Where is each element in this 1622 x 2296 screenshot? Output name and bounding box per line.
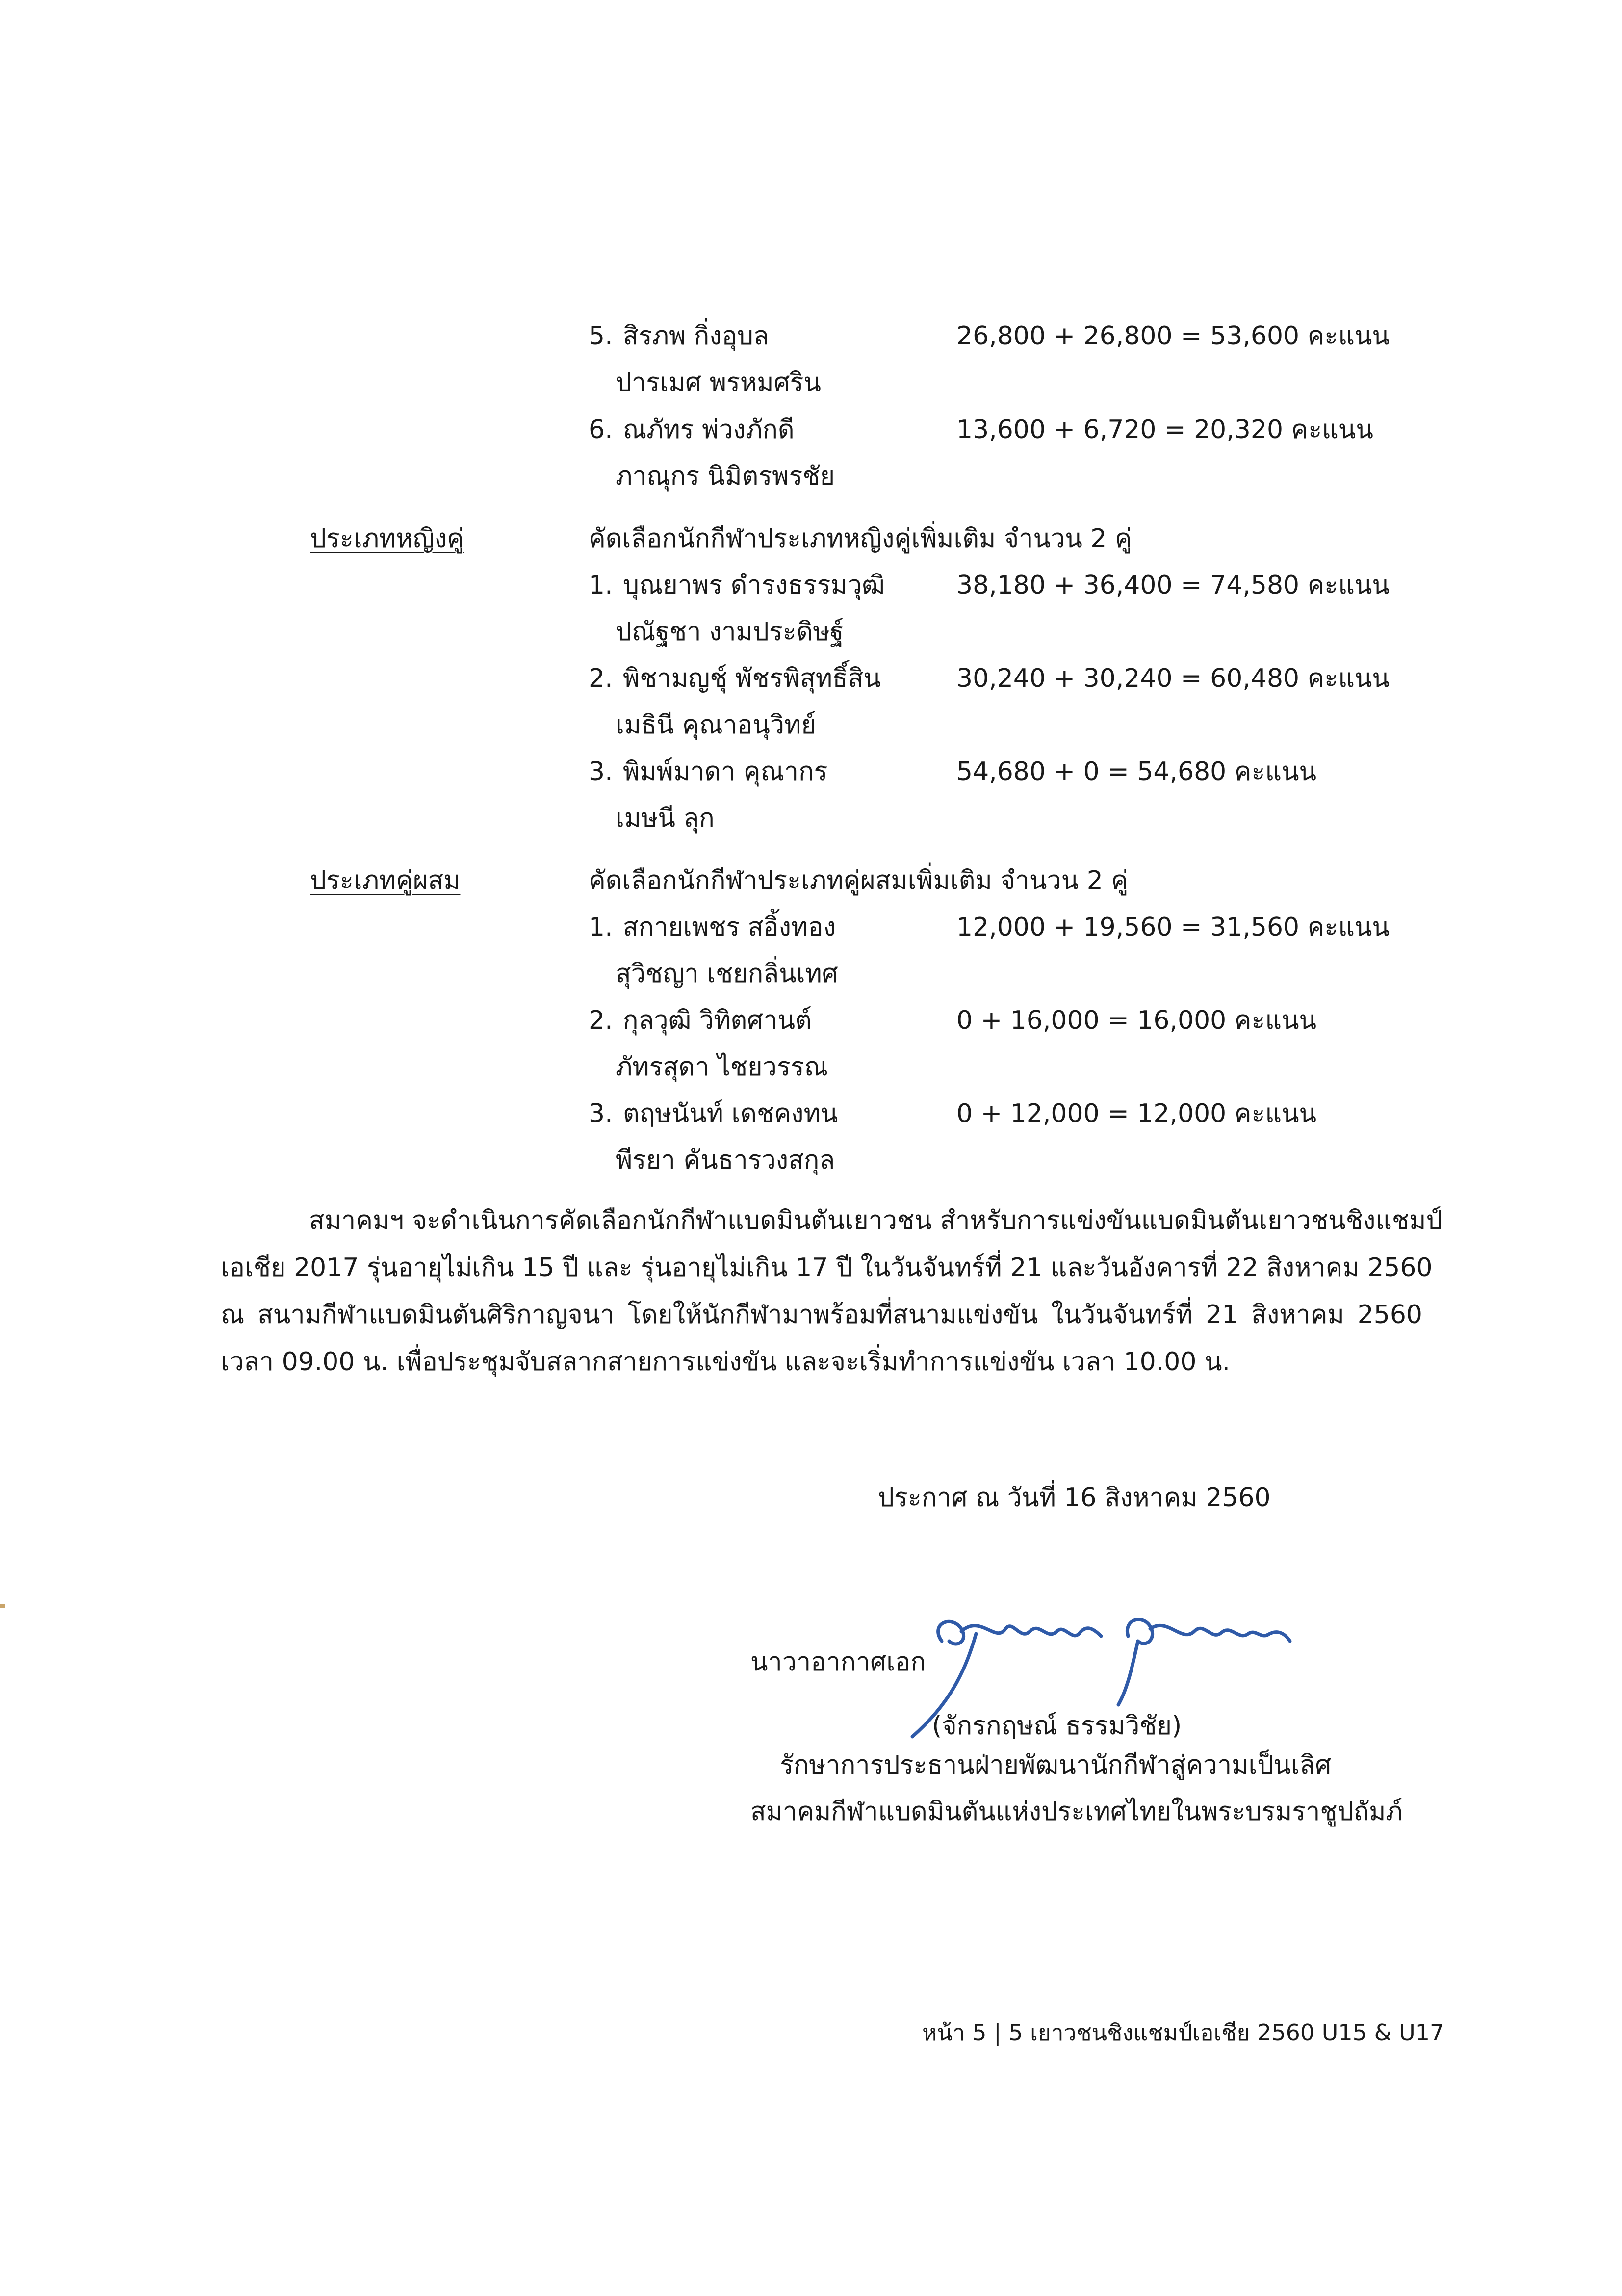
section-intro: คัดเลือกนักกีฬาประเภทหญิงคู่เพิ่มเติม จำนวน 2 คู่ [589,524,1132,553]
announcement-paragraph [221,1197,1442,1385]
entry-number: 6. [589,415,613,444]
entry-number: 3. [589,1099,613,1128]
announcement-date: ประกาศ ณ วันที่ 16 สิงหาคม 2560 [878,1483,1271,1513]
entry-number: 3. [589,757,613,786]
entry-player-1: ณภัทร พ่วงภักดี [623,415,795,444]
entry-player-2: ภาณุกร นิมิตรพรชัย [616,462,835,491]
entry-score: 0 + 16,000 = 16,000 คะแนน [956,1006,1317,1035]
entry-number: 2. [589,664,613,693]
entry-number: 1. [589,913,613,942]
entry-number: 1. [589,571,613,600]
section-intro: คัดเลือกนักกีฬาประเภทคู่ผสมเพิ่มเติม จำนวน 2 คู่ [589,866,1129,895]
paragraph-line: เวลา 09.00 น. เพื่อประชุมจับสลากสายการแข่งขัน และจะเริ่มทำการแข่งขัน เวลา 10.00 น. [221,1347,1231,1377]
entry-player-2: ปณัฐชา งามประดิษฐ์ [616,617,844,647]
paragraph-line: เอเชีย 2017 รุ่นอายุไม่เกิน 15 ปี และ รุ่นอายุไม่เกิน 17 ปี ในวันจันทร์ที่ 21 และวันอังคารที่ 22 สิงหาคม 2560 [221,1253,1433,1282]
entry-number: 2. [589,1006,613,1035]
entry-score: 30,240 + 30,240 = 60,480 คะแนน [956,664,1390,693]
entry-player-2: ปารเมศ พรหมศริน [616,368,821,397]
signatory-rank: นาวาอากาศเอก [750,1647,926,1677]
scan-speck [0,1604,5,1608]
entry-score: 13,600 + 6,720 = 20,320 คะแนน [956,415,1373,444]
entry-player-2: ภัทรสุดา ไชยวรรณ [616,1052,828,1082]
entry-player-2: พีรยา คันธารวงสกุล [616,1146,835,1175]
entry-player-1: กุลวุฒิ วิทิตศานต์ [623,1006,812,1035]
page-footer: หน้า 5 | 5 เยาวชนชิงแชมป์เอเชีย 2560 U15 & U17 [922,2019,1444,2046]
organization-name: สมาคมกีฬาแบดมินตันแห่งประเทศไทยในพระบรมราชูปถัมภ์ [750,1797,1403,1826]
entry-player-1: สิรภพ กิ่งอุบล [623,321,769,351]
entry-player-2: เมธินี คุณาอนุวิทย์ [616,710,816,740]
entry-score: 0 + 12,000 = 12,000 คะแนน [956,1099,1317,1128]
entry-player-2: เมษนี ลุก [616,804,715,833]
section-heading-women-doubles: ประเภทหญิงคู่ [310,524,464,553]
entry-player-1: พิมพ์มาดา คุณากร [623,757,828,786]
entry-player-1: ตฤษนันท์ เดชคงทน [623,1099,838,1128]
signatory-name: (จักรกฤษณ์ ธรรมวิชัย) [932,1711,1182,1741]
entry-player-1: พิชามญชุ์ พัชรพิสุทธิ์สิน [623,664,881,693]
entry-score: 26,800 + 26,800 = 53,600 คะแนน [956,321,1390,351]
entry-player-1: สกายเพชร สอิ้งทอง [623,913,836,942]
section-heading-mixed-doubles: ประเภทคู่ผสม [310,866,461,895]
paragraph-line: ณ สนามกีฬาแบดมินตันศิริกาญจนา โดยให้นักกีฬามาพร้อมที่สนามแข่งขัน ในวันจันทร์ที่ 21 สิงหาคม 2560 [221,1300,1422,1330]
entry-number: 5. [589,321,613,351]
entry-score: 54,680 + 0 = 54,680 คะแนน [956,757,1317,786]
paragraph-line: สมาคมฯ จะดำเนินการคัดเลือกนักกีฬาแบดมินตันเยาวชน สำหรับการแข่งขันแบดมินตันเยาวชนชิงแชมป์ [309,1206,1442,1235]
entry-player-2: สุวิชญา เชยกลิ่นเทศ [616,959,838,989]
entry-score: 12,000 + 19,560 = 31,560 คะแนน [956,913,1390,942]
entry-score: 38,180 + 36,400 = 74,580 คะแนน [956,571,1390,600]
entry-player-1: บุณยาพร ดำรงธรรมวุฒิ [623,571,885,600]
signatory-title: รักษาการประธานฝ่ายพัฒนานักกีฬาสู่ความเป็นเลิศ [780,1750,1332,1780]
